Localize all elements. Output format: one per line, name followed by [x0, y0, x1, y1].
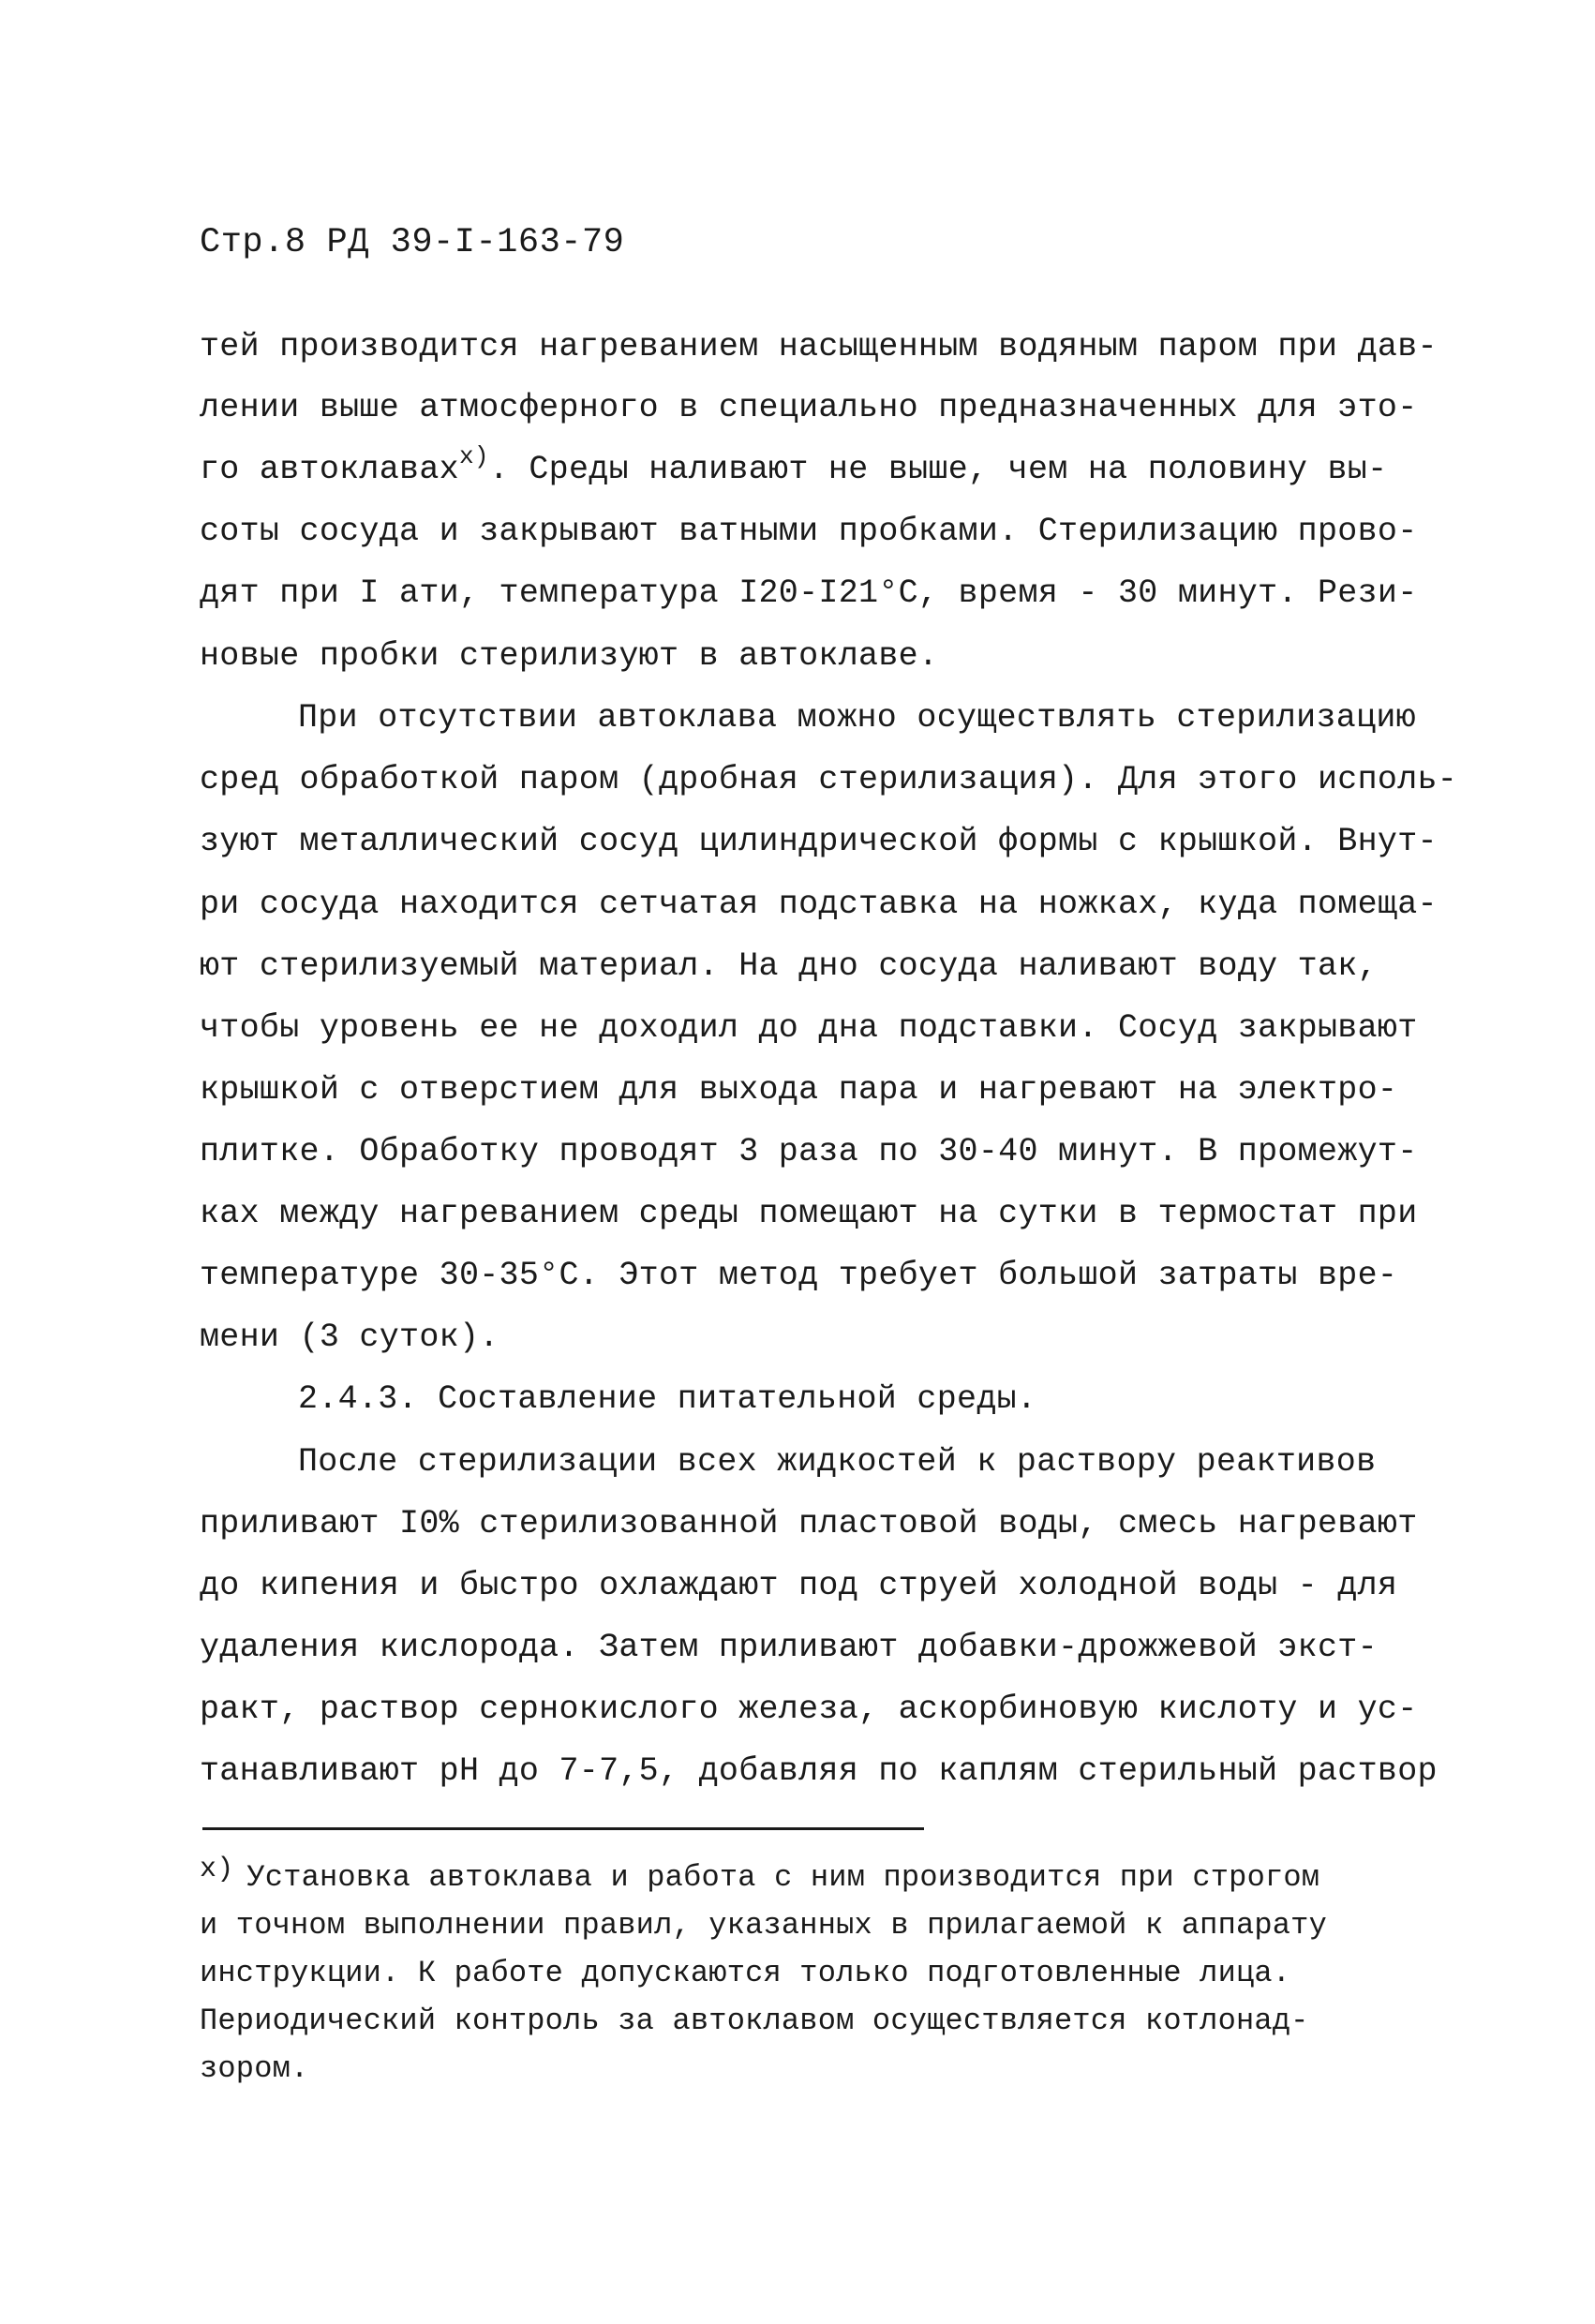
text-line: лении выше атмосферного в специально предназначенных для это- [200, 389, 1418, 426]
footnote-line: и точном выполнении правил, указанных в прилагаемой к аппарату [200, 1908, 1327, 1943]
footnote-divider [202, 1827, 924, 1830]
footnote-line: инструкции. К работе допускаются только подготовленные лица. [200, 1956, 1291, 1990]
page-label: Стр.8 [200, 223, 306, 262]
text-line: При отсутствии автоклава можно осуществлять стерилизацию [298, 699, 1416, 737]
text-segment: . Среды наливают не выше, чем на половину вы- [488, 451, 1388, 488]
text-line: ют стерилизуемый материал. На дно сосуда наливают воду так, [200, 947, 1378, 985]
text-line: новые пробки стерилизуют в автоклаве. [200, 637, 939, 675]
footnote-line: зором. [200, 2051, 309, 2086]
text-line: танавливают pH до 7-7,5, добавляя по каплям стерильный раствор [200, 1752, 1438, 1790]
section-heading: 2.4.3. Составление питательной среды. [298, 1380, 1037, 1418]
text-line: крышкой с отверстием для выхода пара и нагревают на электро- [200, 1071, 1398, 1109]
text-line: соты сосуда и закрывают ватными пробками. Стерилизацию прово- [200, 513, 1418, 550]
footnote-line [200, 1854, 1320, 1895]
text-line: ках между нагреванием среды помещают на сутки в термостат при [200, 1195, 1418, 1232]
text-line: ракт, раствор сернокислого железа, аскорбиновую кислоту и ус- [200, 1691, 1418, 1728]
text-line: зуют металлический сосуд цилиндрической формы с крышкой. Внут- [200, 823, 1438, 860]
text-line: сред обработкой паром (дробная стерилизация). Для этого исполь- [200, 761, 1458, 798]
text-line [200, 442, 1388, 488]
text-line: приливают I0% стерилизованной пластовой воды, смесь нагревают [200, 1505, 1418, 1542]
text-line: удаления кислорода. Затем приливают добавки-дрожжевой экст- [200, 1629, 1378, 1666]
document-code: РД 39-I-163-79 [326, 223, 625, 262]
text-line: температуре 30-35°С. Этот метод требует большой затраты вре- [200, 1257, 1398, 1294]
text-line: чтобы уровень ее не доходил до дна подставки. Сосуд закрывают [200, 1009, 1418, 1047]
text-line: После стерилизации всех жидкостей к раствору реактивов [298, 1443, 1377, 1481]
page-header [200, 223, 645, 262]
text-line: ри сосуда находится сетчатая подставка на ножках, куда помеща- [200, 886, 1438, 923]
text-line: плитке. Обработку проводят 3 раза по 30-40 минут. В промежут- [200, 1133, 1418, 1170]
footnote-reference: x) [458, 442, 489, 470]
text-line: до кипения и быстро охлаждают под струей холодной воды - для [200, 1567, 1398, 1604]
text-line: мени (3 суток). [200, 1318, 499, 1356]
footnote-line: Периодический контроль за автоклавом осуществляется котлонад- [200, 2004, 1309, 2038]
footnote-mark: x) [200, 1854, 234, 1885]
footnote-text: Установка автоклава и работа с ним производится при строгом [246, 1860, 1320, 1895]
text-line: дят при I ати, температура I20-I21°С, время - 30 минут. Рези- [200, 574, 1418, 612]
text-segment: го автоклавах [200, 451, 459, 488]
text-line: тей производится нагреванием насыщенным водяным паром при дав- [200, 328, 1438, 365]
